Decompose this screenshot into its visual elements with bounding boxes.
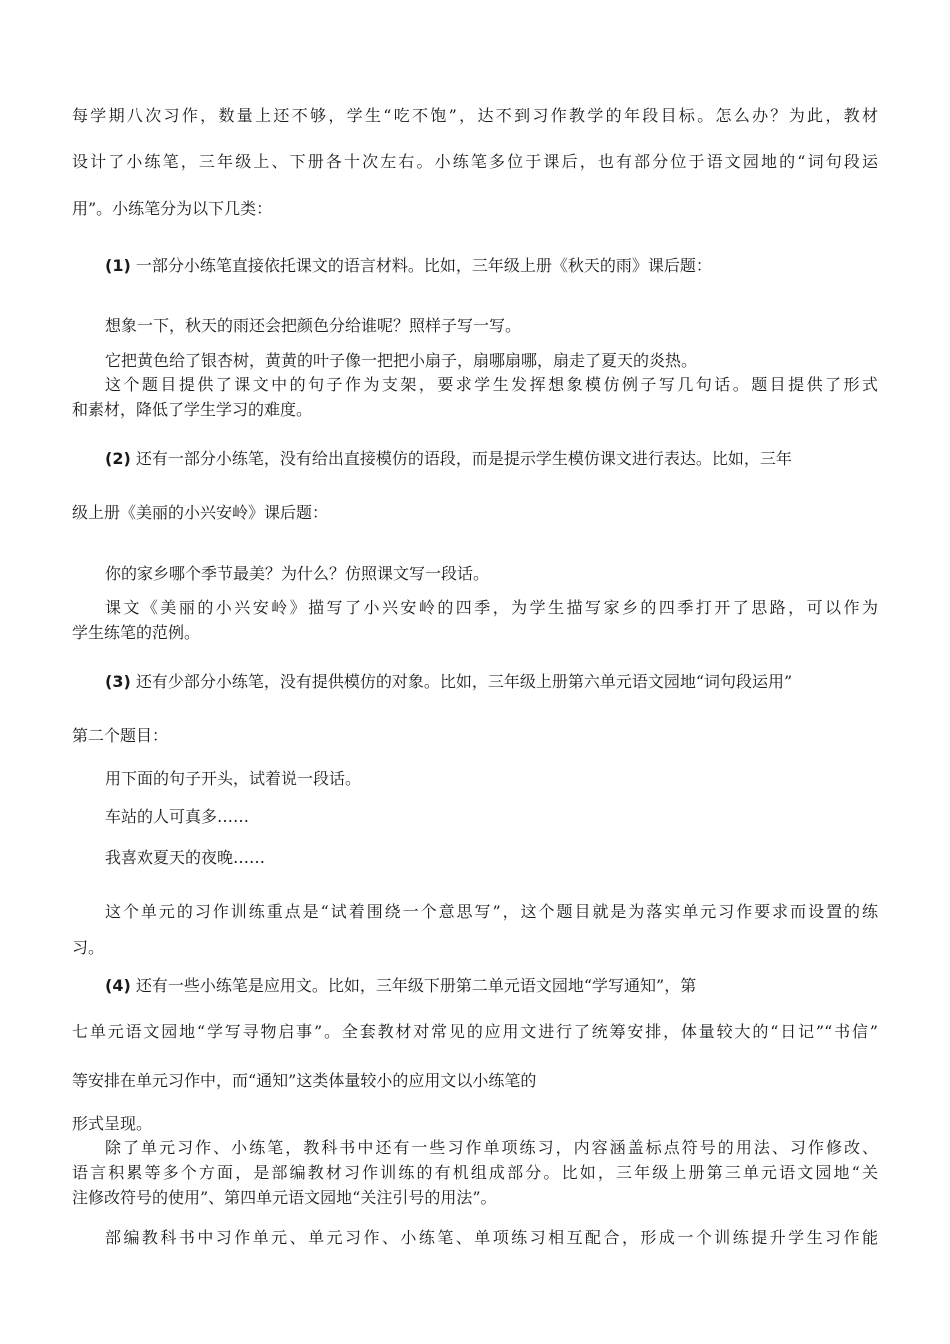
text-line: 等安排在单元习作中，而“通知”这类体量较小的应用文以小练笔的	[72, 1071, 537, 1090]
example-sentence: 车站的人可真多……	[105, 807, 250, 826]
text-line: 设计了小练笔，三年级上、下册各十次左右。小练笔多位于课后，也有部分位于语文园地的“词句段运	[72, 152, 878, 171]
text-line: 和素材，降低了学生学习的难度。	[72, 400, 313, 419]
example-prompt: 想象一下，秋天的雨还会把颜色分给谁呢？照样子写一写。	[105, 316, 522, 335]
text-line: 七单元语文园地“学写寻物启事”。全套教材对常见的应用文进行了统筹安排，体量较大的“日记”“书信”	[72, 1022, 878, 1041]
text-line: 这个题目提供了课文中的句子作为支架，要求学生发挥想象模仿例子写几句话。题目提供了形式	[105, 375, 878, 394]
list-item-2	[105, 449, 792, 469]
item-marker: (4)	[105, 976, 131, 995]
text-line: 除了单元习作、小练笔，教科书中还有一些习作单项练习，内容涵盖标点符号的用法、习作修改、	[105, 1138, 878, 1157]
text-line: 学生练笔的范例。	[72, 623, 201, 642]
item-marker: (2)	[105, 449, 131, 468]
example-prompt: 你的家乡哪个季节最美？为什么？仿照课文写一段话。	[105, 564, 490, 583]
text-line: 语言积累等多个方面，是部编教材习作训练的有机组成部分。比如，三年级上册第三单元语文园地“关	[72, 1163, 878, 1182]
text-line: 用”。小练笔分为以下几类：	[72, 199, 273, 218]
item-text: 一部分小练笔直接依托课文的语言材料。比如，三年级上册《秋天的雨》课后题：	[135, 256, 712, 275]
example-prompt: 用下面的句子开头，试着说一段话。	[105, 769, 362, 788]
example-sentence: 它把黄色给了银杏树，黄黄的叶子像一把把小扇子，扇哪扇哪，扇走了夏天的炎热。	[105, 351, 698, 370]
text-line: 注修改符号的使用”、第四单元语文园地“关注引号的用法”。	[72, 1188, 497, 1207]
text-line: 形式呈现。	[72, 1114, 153, 1133]
text-line: 这个单元的习作训练重点是“试着围绕一个意思写”，这个题目就是为落实单元习作要求而设置的练	[105, 902, 878, 921]
item-marker: (1)	[105, 256, 131, 275]
item-text: 还有一些小练笔是应用文。比如，三年级下册第二单元语文园地“学写通知”，第	[135, 976, 697, 995]
list-item-1	[105, 256, 712, 276]
list-item-3	[105, 672, 792, 692]
text-line: 部编教科书中习作单元、单元习作、小练笔、单项练习相互配合，形成一个训练提升学生习作能	[105, 1228, 878, 1247]
text-line: 课文《美丽的小兴安岭》描写了小兴安岭的四季，为学生描写家乡的四季打开了思路，可以作为	[105, 598, 878, 617]
text-line: 习。	[72, 938, 105, 957]
text-line: 每学期八次习作，数量上还不够，学生“吃不饱”，达不到习作教学的年段目标。怎么办？为此，教材	[72, 106, 878, 125]
example-sentence: 我喜欢夏天的夜晚……	[105, 848, 266, 867]
list-item-4	[105, 976, 696, 996]
item-marker: (3)	[105, 672, 131, 691]
item-text: 还有少部分小练笔，没有提供模仿的对象。比如，三年级上册第六单元语文园地“词句段运用”	[135, 672, 793, 691]
text-line: 第二个题目：	[72, 726, 169, 745]
item-text: 还有一部分小练笔，没有给出直接模仿的语段，而是提示学生模仿课文进行表达。比如，三年	[135, 449, 792, 468]
text-line: 级上册《美丽的小兴安岭》课后题：	[72, 503, 329, 522]
